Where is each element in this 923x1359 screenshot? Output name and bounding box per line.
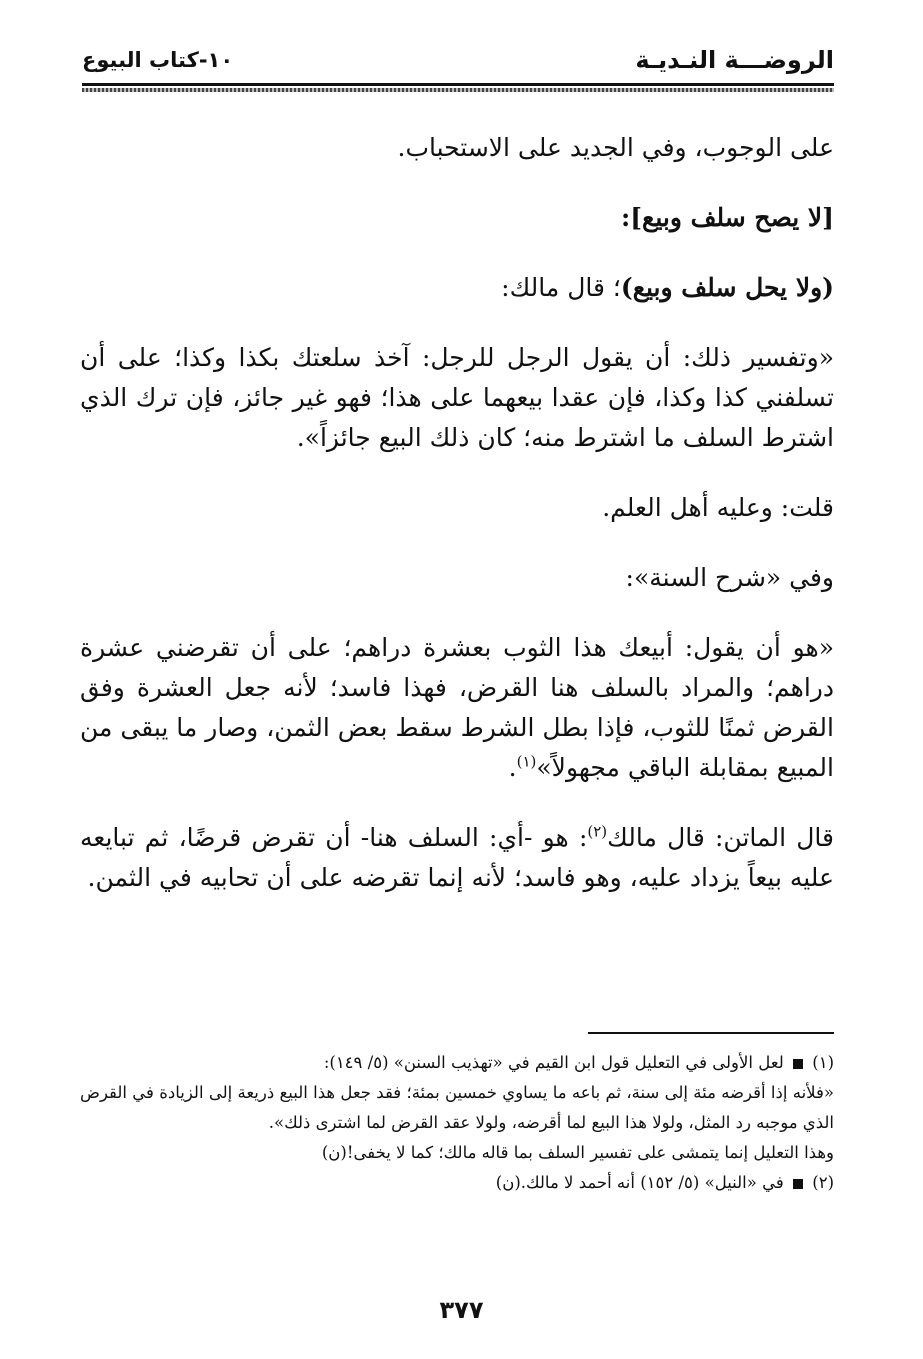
footnote-2-text: في «النيل» (٥/ ١٥٢) أنه أحمد لا مالك.(ن) [495, 1173, 784, 1192]
paragraph-6-end: . [508, 753, 517, 782]
paragraph-2 [80, 268, 834, 308]
paragraph-3: «وتفسير ذلك: أن يقول الرجل للرجل: آخذ سلعتك بكذا وكذا؛ على أن تسلفني كذا وكذا، فإن عقدا بيعهما على هذا؛ فهو غير جائز، فإن ترك الذي اشترط السلف ما اشترط منه؛ كان ذلك البيع جائزاً». [80, 343, 835, 452]
paragraph-1: على الوجوب، وفي الجديد على الاستحباب. [397, 133, 834, 162]
hadith-phrase: (ولا يحل سلف وبيع) [620, 273, 834, 302]
footnote-1-number: (١) [812, 1053, 834, 1072]
footnote-ref-2: (٢) [587, 822, 608, 841]
footnote-separator [588, 1032, 834, 1034]
paragraph-6-text: «هو أن يقول: أبيعك هذا الثوب بعشرة دراهم؛ على أن تقرضني عشرة دراهم؛ والمراد بالسلف هنا القرض، فهذا فاسد؛ لأنه جعل العشرة وفق القرض ثمنًا للثوب، فإذا بطل الشرط سقط بعض الثمن، وصار ما يبقى من المبيع بمقابلة الباقي مجهولاً» [80, 633, 834, 782]
square-marker-icon [793, 1179, 803, 1189]
main-text [80, 128, 834, 898]
footnote-2 [80, 1168, 834, 1198]
paragraph-7-start: قال الماتن: قال مالك [607, 823, 835, 852]
paragraph-7-rest: : هو -أي: السلف هنا- أن تقرض قرضًا، ثم تبايعه عليه بيعاً يزداد عليه، وهو فاسد؛ لأنه إنما تقرضه على أن تحابيه في الثمن. [80, 823, 834, 892]
square-marker-icon [793, 1059, 803, 1069]
page-header [82, 40, 834, 96]
footnote-ref-1: (١) [516, 752, 537, 771]
header-rule [82, 83, 834, 86]
header-rule-dotted [82, 88, 834, 92]
running-head-chapter-title: ١٠-كتاب البيوع [82, 48, 234, 72]
paragraph-7 [80, 818, 834, 898]
footnotes [80, 1048, 834, 1198]
footnote-2-number: (٢) [812, 1173, 834, 1192]
footnote-1-quote: «فلأنه إذا أقرضه مئة إلى سنة، ثم باعه ما يساوي خمسين بمئة؛ فقد جعل هذا البيع ذريعة إلى الزيادة في القرض الذي موجبه رد المثل، ولولا هذا البيع لما أقرضه، ولولا عقد القرض لما اشترى ذلك». [80, 1083, 834, 1132]
paragraph-2-rest: ؛ قال مالك: [501, 273, 621, 302]
paragraph-5: وفي «شرح السنة»: [625, 563, 834, 592]
running-head-book-title: الروضـــة النـديـة [635, 46, 834, 74]
footnote-1-note: وهذا التعليل إنما يتمشى على تفسير السلف بما قاله مالك؛ كما لا يخفى!(ن) [321, 1143, 834, 1162]
page-number: ٣٧٧ [439, 1296, 484, 1324]
paragraph-4: قلت: وعليه أهل العلم. [602, 493, 834, 522]
footnote-1 [80, 1048, 834, 1078]
footnote-1-text: لعل الأولى في التعليل قول ابن القيم في «تهذيب السنن» (٥/ ١٤٩): [323, 1053, 784, 1072]
section-heading: [لا يصح سلف وبيع]: [620, 203, 834, 232]
paragraph-6 [80, 628, 834, 788]
